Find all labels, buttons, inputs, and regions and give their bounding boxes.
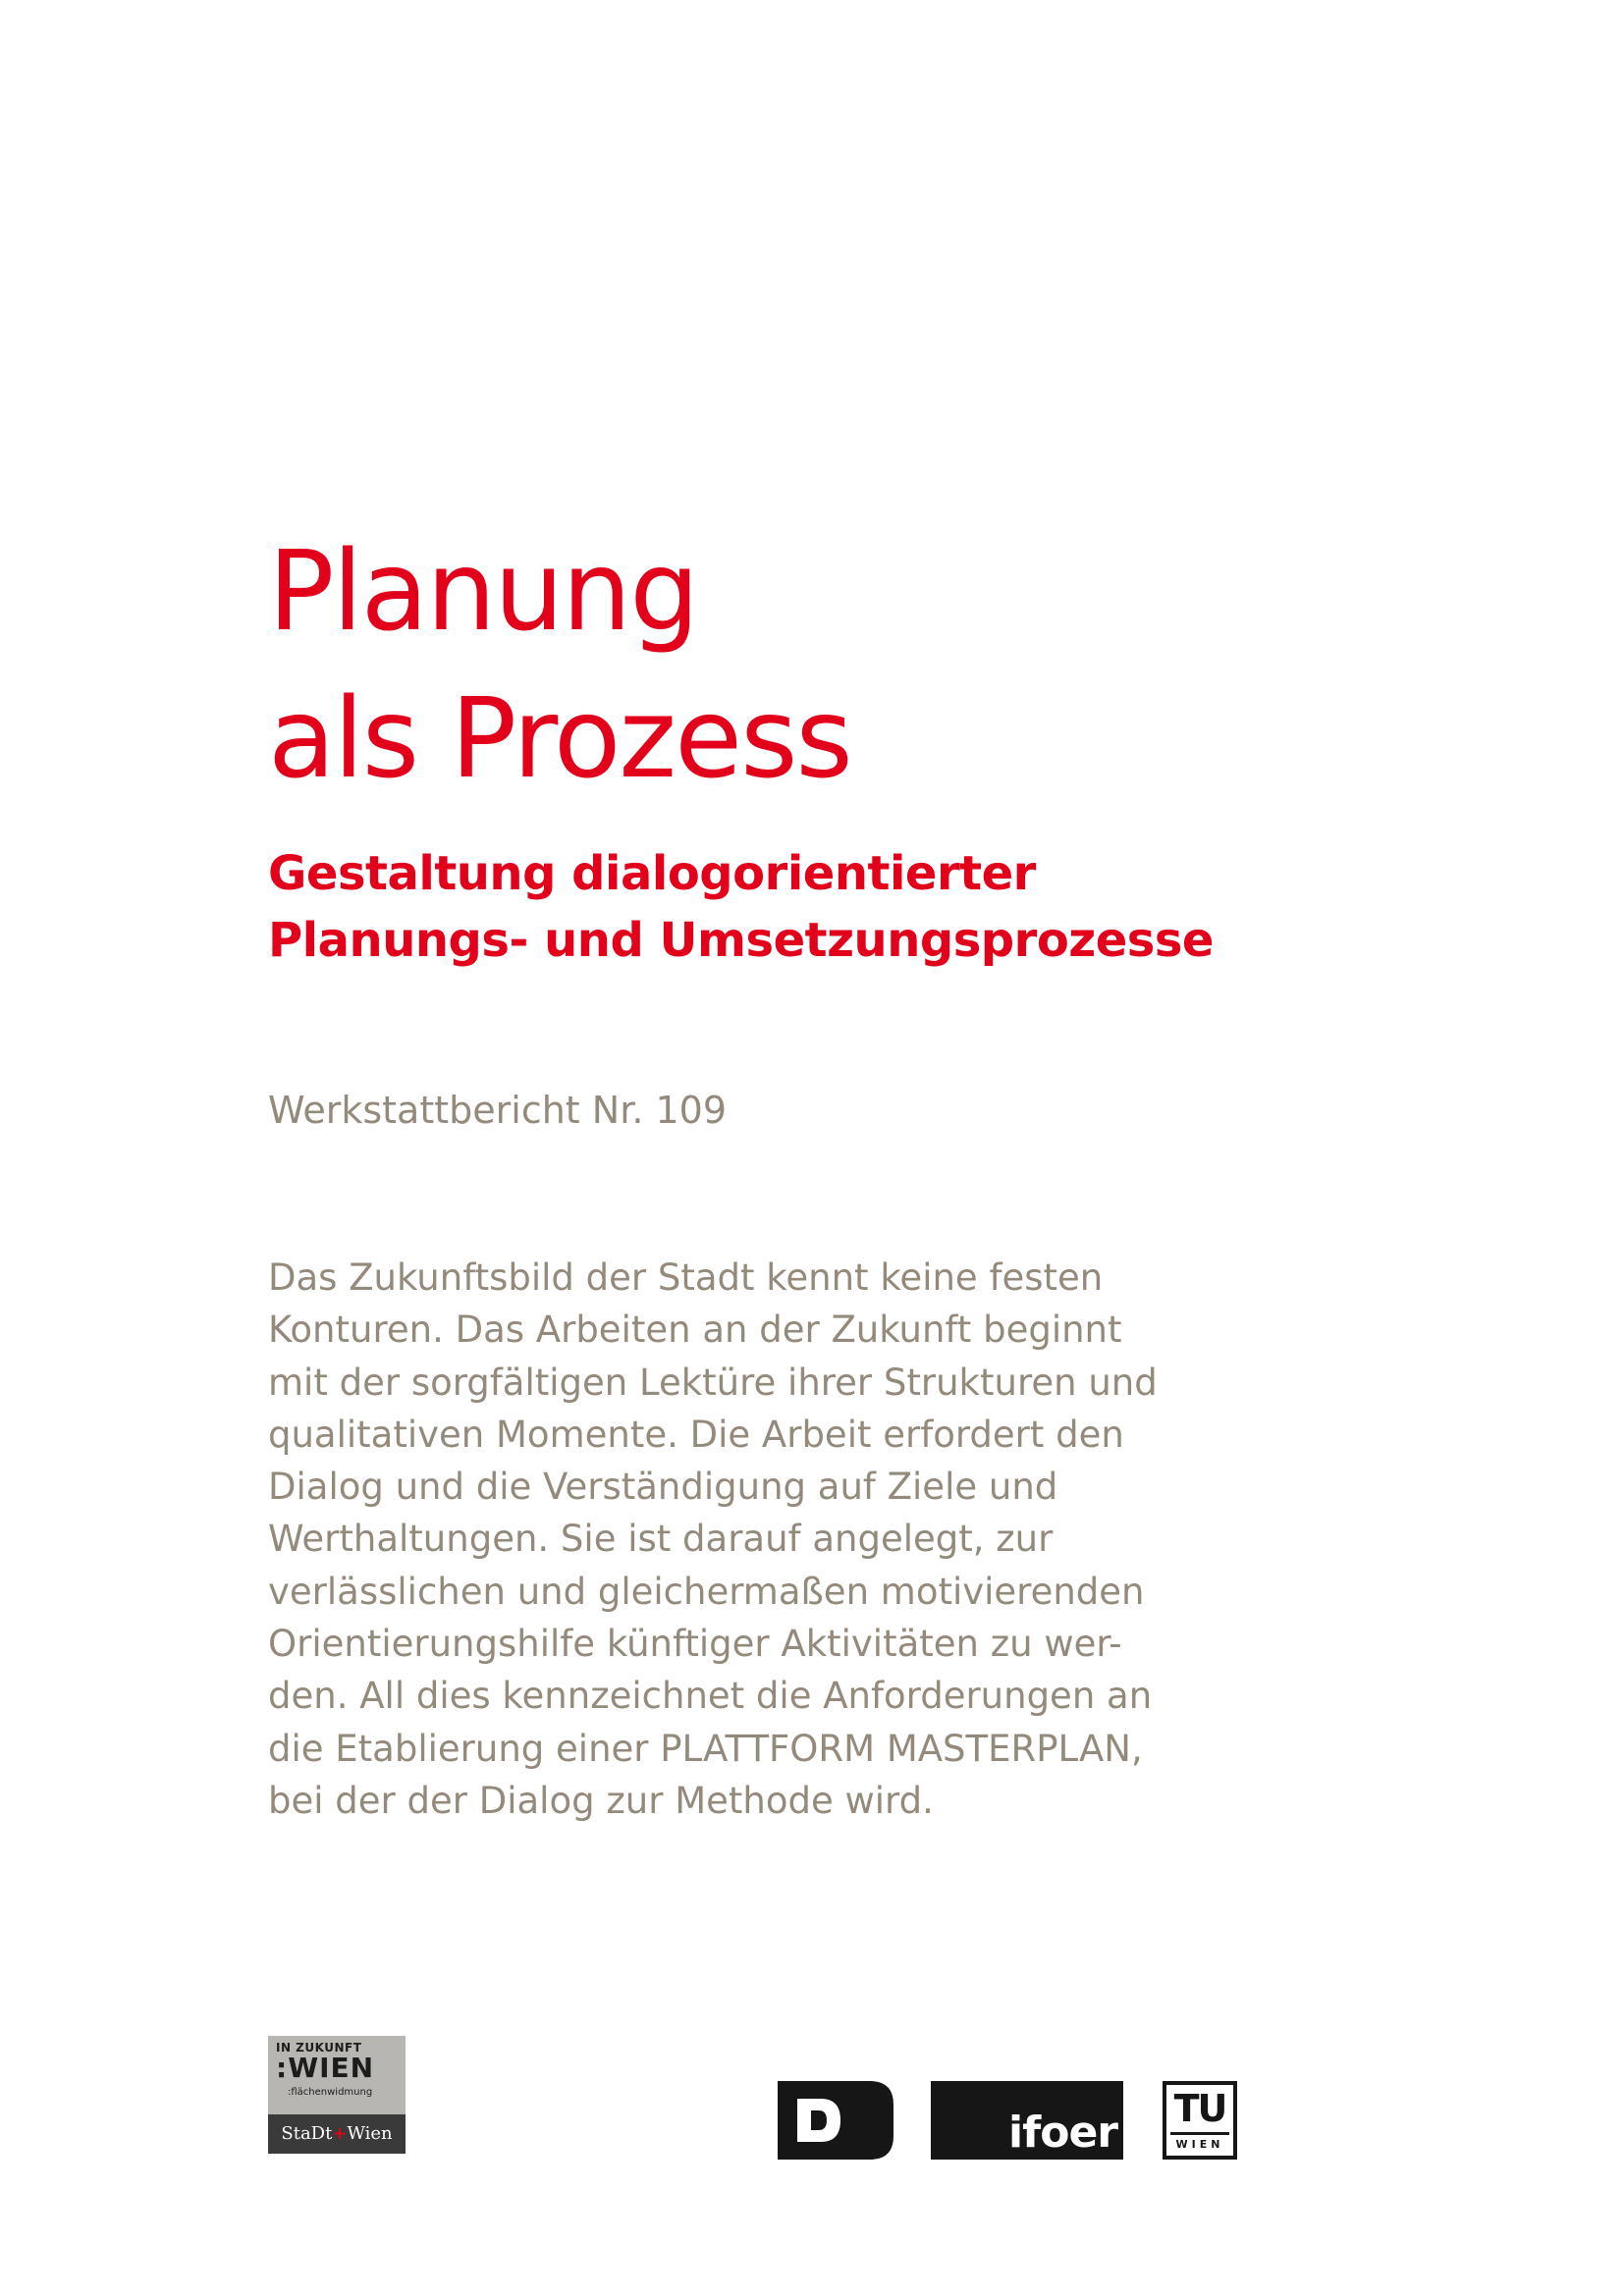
abstract-line: den. All dies kennzeichnet die Anforderungen an xyxy=(268,1675,1153,1718)
abstract-line: Werthaltungen. Sie ist darauf angelegt, zur xyxy=(268,1518,1054,1561)
abstract-line: verlässlichen und gleichermaßen motivierenden xyxy=(268,1570,1145,1613)
abstract-paragraph xyxy=(268,1252,1158,1827)
stadt-cross-icon: + xyxy=(332,2123,348,2144)
wien-logo-top-text: IN ZUKUNFT xyxy=(276,2041,362,2055)
title-line-1: Planung xyxy=(268,528,698,656)
wien-text: Wien xyxy=(347,2123,393,2144)
abstract-line: bei der der Dialog zur Methode wird. xyxy=(268,1779,934,1822)
document-subtitle xyxy=(268,840,1214,974)
abstract-line: Konturen. Das Arbeiten an der Zukunft beginnt xyxy=(268,1308,1122,1352)
abstract-line: mit der sorgfältigen Lektüre ihrer Strukturen und xyxy=(268,1361,1158,1404)
abstract-line: Das Zukunftsbild der Stadt kennt keine festen xyxy=(268,1256,1104,1299)
tu-wien-logo xyxy=(1163,2081,1237,2160)
document-title xyxy=(268,518,851,813)
tu-logo-subtext: WIEN xyxy=(1175,2138,1224,2151)
abstract-line: die Etablierung einer PLATTFORM MASTERPLAN, xyxy=(268,1727,1143,1770)
abstract-line: qualitativen Momente. Die Arbeit erfordert den xyxy=(268,1413,1124,1456)
abstract-line: Dialog und die Verständigung auf Ziele und xyxy=(268,1466,1058,1509)
d-logo xyxy=(778,2081,893,2160)
ifoer-logo xyxy=(931,2081,1123,2160)
subtitle-line-1: Gestaltung dialogorientierter xyxy=(268,846,1036,901)
stadt-wien-logo xyxy=(268,2036,406,2154)
abstract-line: Orientierungshilfe künftiger Aktivitäten zu wer- xyxy=(268,1623,1122,1666)
stadt-text: StaDt xyxy=(281,2123,333,2144)
title-line-2: als Prozess xyxy=(268,675,851,803)
wien-logo-subtext: :flächenwidmung xyxy=(288,2087,373,2098)
report-number: Werkstattbericht Nr. 109 xyxy=(268,1089,728,1132)
d-logo-icon xyxy=(778,2081,893,2160)
wien-logo-word: :WIEN xyxy=(276,2052,375,2084)
subtitle-line-2: Planungs- und Umsetzungsprozesse xyxy=(268,913,1214,968)
ifoer-logo-text: ifoer xyxy=(1008,2108,1117,2158)
stadt-wien-band xyxy=(268,2114,406,2154)
tu-logo-divider xyxy=(1170,2132,1229,2135)
tu-logo-text: TU xyxy=(1173,2087,1226,2130)
